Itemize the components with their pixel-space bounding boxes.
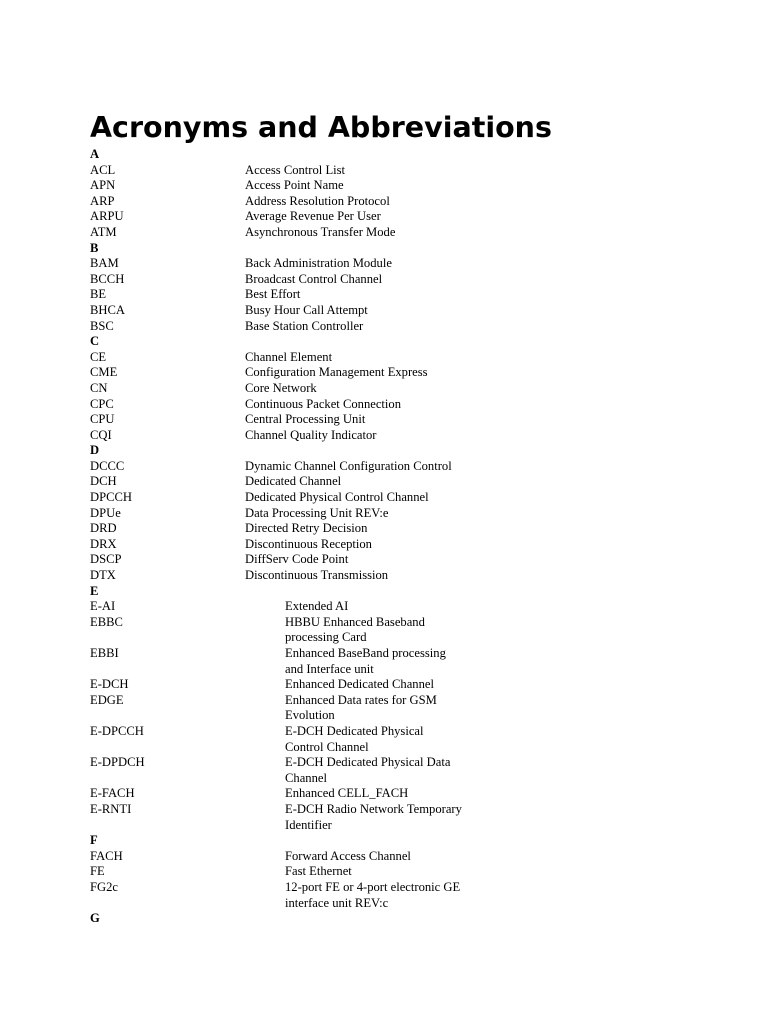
acronym-row — [90, 537, 730, 553]
acronym-row — [90, 677, 730, 693]
acronym-definition: Dedicated Channel — [245, 474, 342, 489]
acronym-term: DRX — [90, 536, 117, 551]
acronym-term: DPUe — [90, 505, 121, 520]
acronym-row — [90, 459, 730, 475]
section-letter: C — [90, 334, 100, 349]
acronym-row — [90, 287, 730, 303]
acronym-term: BSC — [90, 318, 114, 333]
acronym-row — [90, 178, 730, 194]
acronym-definition: Address Resolution Protocol — [245, 193, 390, 208]
acronym-row — [90, 568, 730, 584]
acronym-term: APN — [90, 178, 116, 193]
section-letter: B — [90, 240, 99, 255]
acronym-row — [90, 506, 730, 522]
acronym-definition: E-DCH Radio Network Temporary Identifier — [285, 801, 462, 832]
acronym-row — [90, 163, 730, 179]
acronym-row — [90, 599, 730, 615]
acronym-definition: Access Point Name — [245, 178, 344, 193]
acronym-term: DCH — [90, 474, 117, 489]
acronym-row — [90, 864, 730, 880]
acronym-row — [90, 755, 730, 786]
acronym-term: EDGE — [90, 692, 124, 707]
acronym-term: CN — [90, 380, 108, 395]
acronym-term: CPU — [90, 412, 115, 427]
acronym-term: BAM — [90, 256, 119, 271]
acronym-definition: Extended AI — [285, 599, 349, 614]
acronym-definition: Channel Element — [245, 349, 333, 364]
acronym-term: CME — [90, 365, 118, 380]
acronym-definition: Busy Hour Call Attempt — [245, 302, 368, 317]
acronym-definition: E-DCH Dedicated Physical Control Channel — [285, 723, 424, 754]
acronym-definition: HBBU Enhanced Baseband processing Card — [285, 614, 425, 645]
acronym-definition: Access Control List — [245, 162, 346, 177]
acronym-definition: Enhanced Dedicated Channel — [285, 677, 434, 692]
acronym-term: DRD — [90, 521, 117, 536]
acronym-term: EBBC — [90, 614, 123, 629]
section-letter: A — [90, 147, 100, 161]
section-b — [90, 241, 730, 335]
acronym-definition: Dedicated Physical Control Channel — [245, 490, 429, 505]
section-e — [90, 584, 730, 834]
acronym-definition: 12-port FE or 4-port electronic GE interface unit REV:c — [285, 879, 461, 910]
acronym-row — [90, 490, 730, 506]
acronym-term: CQI — [90, 427, 112, 442]
acronym-definition: Data Processing Unit REV:e — [245, 505, 389, 520]
acronym-term: BHCA — [90, 302, 125, 317]
section-letter: E — [90, 583, 99, 598]
acronym-row — [90, 272, 730, 288]
acronym-definition: Average Revenue Per User — [245, 209, 381, 224]
acronym-row — [90, 615, 730, 646]
section-c — [90, 334, 730, 443]
acronym-definition: Directed Retry Decision — [245, 521, 368, 536]
section-g — [90, 911, 730, 927]
acronym-definition: Dynamic Channel Configuration Control — [245, 458, 452, 473]
section-f — [90, 833, 730, 911]
acronym-definition: Broadcast Control Channel — [245, 271, 383, 286]
acronym-term: DTX — [90, 568, 116, 583]
acronym-definition: Base Station Controller — [245, 318, 364, 333]
section-letter: G — [90, 911, 100, 926]
acronym-term: CPC — [90, 396, 114, 411]
acronym-term: FG2c — [90, 879, 118, 894]
acronym-term: E-AI — [90, 599, 116, 614]
acronym-term: E-DCH — [90, 677, 129, 692]
acronym-row — [90, 802, 730, 833]
acronym-definition: DiffServ Code Point — [245, 552, 349, 567]
acronym-term: DPCCH — [90, 490, 132, 505]
section-letter: F — [90, 833, 98, 848]
acronym-definition: Forward Access Channel — [285, 848, 411, 863]
acronym-row — [90, 209, 730, 225]
section-d — [90, 443, 730, 583]
acronym-definition: Core Network — [245, 380, 317, 395]
acronym-row — [90, 225, 730, 241]
acronym-row — [90, 412, 730, 428]
acronym-term: BE — [90, 287, 107, 302]
acronym-row — [90, 256, 730, 272]
acronym-row — [90, 365, 730, 381]
acronym-definition: Enhanced CELL_FACH — [285, 786, 409, 801]
document-page — [90, 108, 730, 927]
acronym-term: CE — [90, 349, 107, 364]
acronym-row — [90, 786, 730, 802]
acronym-term: E-DPCCH — [90, 723, 144, 738]
acronym-definition: Discontinuous Transmission — [245, 568, 389, 583]
acronym-definition: Enhanced Data rates for GSM Evolution — [285, 692, 437, 723]
acronym-list — [90, 147, 730, 927]
acronym-row — [90, 552, 730, 568]
acronym-term: E-DPDCH — [90, 755, 145, 770]
acronym-row — [90, 693, 730, 724]
acronym-definition: Asynchronous Transfer Mode — [245, 224, 396, 239]
acronym-row — [90, 849, 730, 865]
acronym-row — [90, 303, 730, 319]
acronym-term: FACH — [90, 848, 123, 863]
acronym-row — [90, 724, 730, 755]
acronym-row — [90, 428, 730, 444]
acronym-row — [90, 646, 730, 677]
acronym-definition: Channel Quality Indicator — [245, 427, 377, 442]
acronym-term: ARPU — [90, 209, 124, 224]
section-a — [90, 147, 730, 241]
acronym-row — [90, 397, 730, 413]
acronym-definition: Central Processing Unit — [245, 412, 366, 427]
acronym-term: EBBI — [90, 646, 119, 660]
acronym-definition: Enhanced BaseBand processing and Interface unit — [285, 646, 446, 676]
acronym-term: ARP — [90, 193, 115, 208]
acronym-row — [90, 194, 730, 210]
section-letter: D — [90, 443, 100, 458]
acronym-row — [90, 381, 730, 397]
acronym-term: ATM — [90, 224, 117, 239]
acronym-term: E-RNTI — [90, 801, 132, 816]
page-title: Acronyms and Abbreviations — [90, 111, 552, 144]
acronym-definition: E-DCH Dedicated Physical Data Channel — [285, 755, 451, 785]
acronym-term: BCCH — [90, 271, 125, 286]
acronym-term: FE — [90, 864, 105, 879]
acronym-term: ACL — [90, 162, 116, 177]
acronym-definition: Back Administration Module — [245, 256, 392, 271]
acronym-row — [90, 880, 730, 911]
acronym-definition: Discontinuous Reception — [245, 536, 372, 551]
acronym-term: E-FACH — [90, 786, 135, 801]
acronym-term: DSCP — [90, 552, 122, 567]
acronym-definition: Best Effort — [245, 287, 301, 302]
acronym-definition: Continuous Packet Connection — [245, 396, 402, 411]
acronym-definition: Fast Ethernet — [285, 864, 352, 879]
acronym-row — [90, 319, 730, 335]
acronym-row — [90, 521, 730, 537]
acronym-row — [90, 474, 730, 490]
acronym-definition: Configuration Management Express — [245, 365, 428, 380]
acronym-row — [90, 350, 730, 366]
acronym-term: DCCC — [90, 458, 125, 473]
